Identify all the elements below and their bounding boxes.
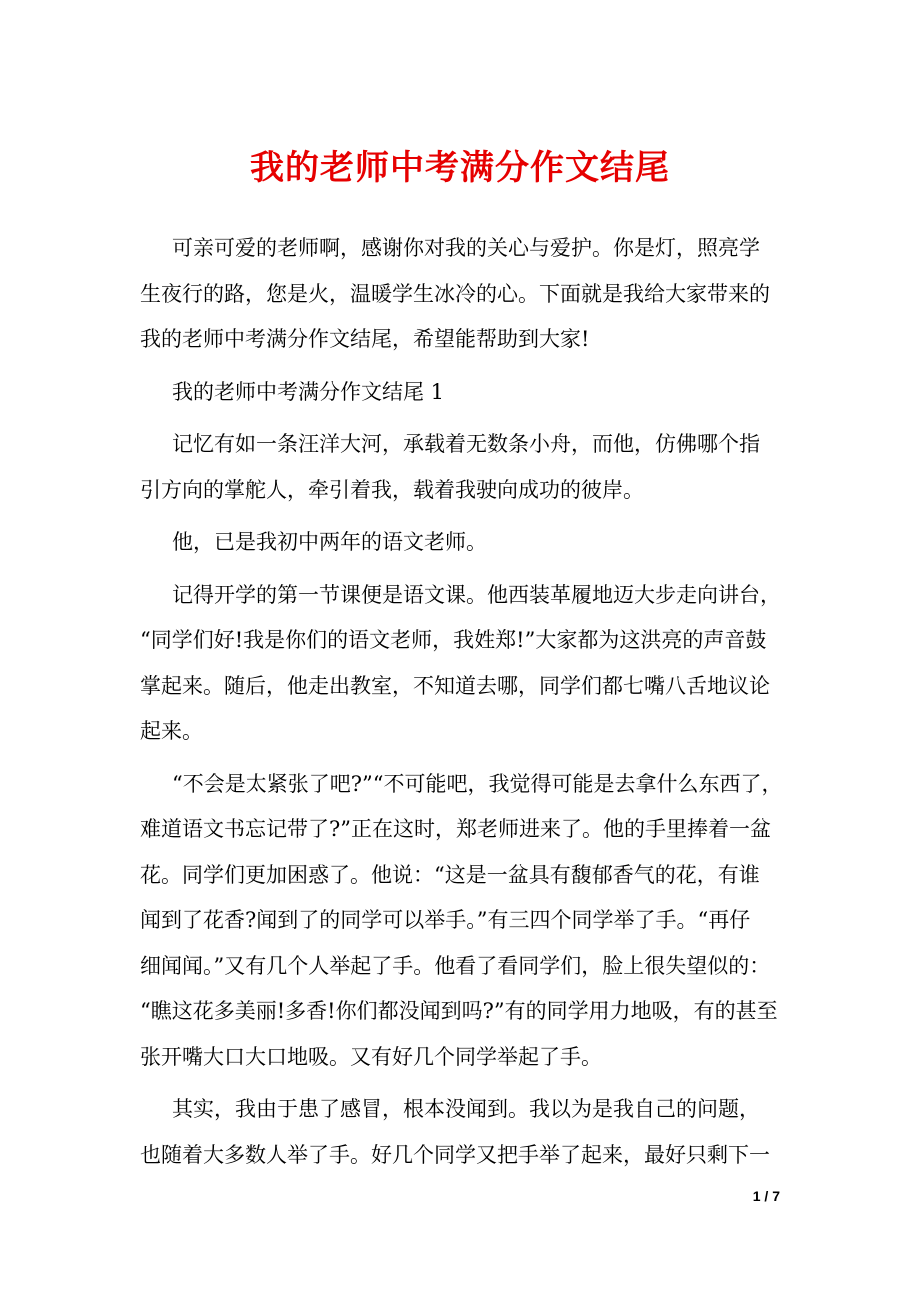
page-number: 1 / 7	[752, 1188, 780, 1204]
document-body	[140, 226, 790, 1185]
paragraph: 记得开学的第一节课便是语文课。他西装革履地迈大步走向讲台， “同学们好!我是你们的语文老师，我姓郑!”大家都为这洪亮的声音鼓 掌起来。随后，他走出教室，不知道去哪，同学们都七嘴八舌地议论 起来。	[140, 582, 781, 743]
section-heading: 我的老师中考满分作文结尾 1	[172, 379, 445, 404]
paragraph-intro: 可亲可爱的老师啊，感谢你对我的关心与爱护。你是灯，照亮学 生夜行的路，您是火，温暖学生冰冷的心。下面就是我给大家带来的 我的老师中考满分作文结尾，希望能帮助到大家!	[140, 236, 770, 351]
paragraph: “不会是太紧张了吧?”“不可能吧，我觉得可能是去拿什么东西了， 难道语文书忘记带了?”正在这时，郑老师进来了。他的手里捧着一盆 花。同学们更加困惑了。他说：“这是一盆具有馥郁香气的花，有谁 闻到了花香?闻到了的同学可以举手。”有三四个同学举了手。“再仔 细闻闻。”又有几个人举起了手。他看了看同学们，脸上很失望似的： “瞧这花多美丽!多香!你们都没闻到吗?”有的同学用力地吸，有的甚至 张开嘴大口大口地吸。又有好几个同学举起了手。	[140, 771, 783, 1069]
paragraph: 其实，我由于患了感冒，根本没闻到。我以为是我自己的问题， 也随着大多数人举了手。好几个同学又把手举了起来，最好只剩下一	[140, 1097, 770, 1167]
paragraph: 记忆有如一条汪洋大河，承载着无数条小舟，而他，仿佛哪个指 引方向的掌舵人，牵引着我，载着我驶向成功的彼岸。	[140, 432, 760, 502]
paragraph: 他，已是我初中两年的语文老师。	[172, 530, 487, 554]
document-title: 我的老师中考满分作文结尾	[250, 148, 670, 188]
